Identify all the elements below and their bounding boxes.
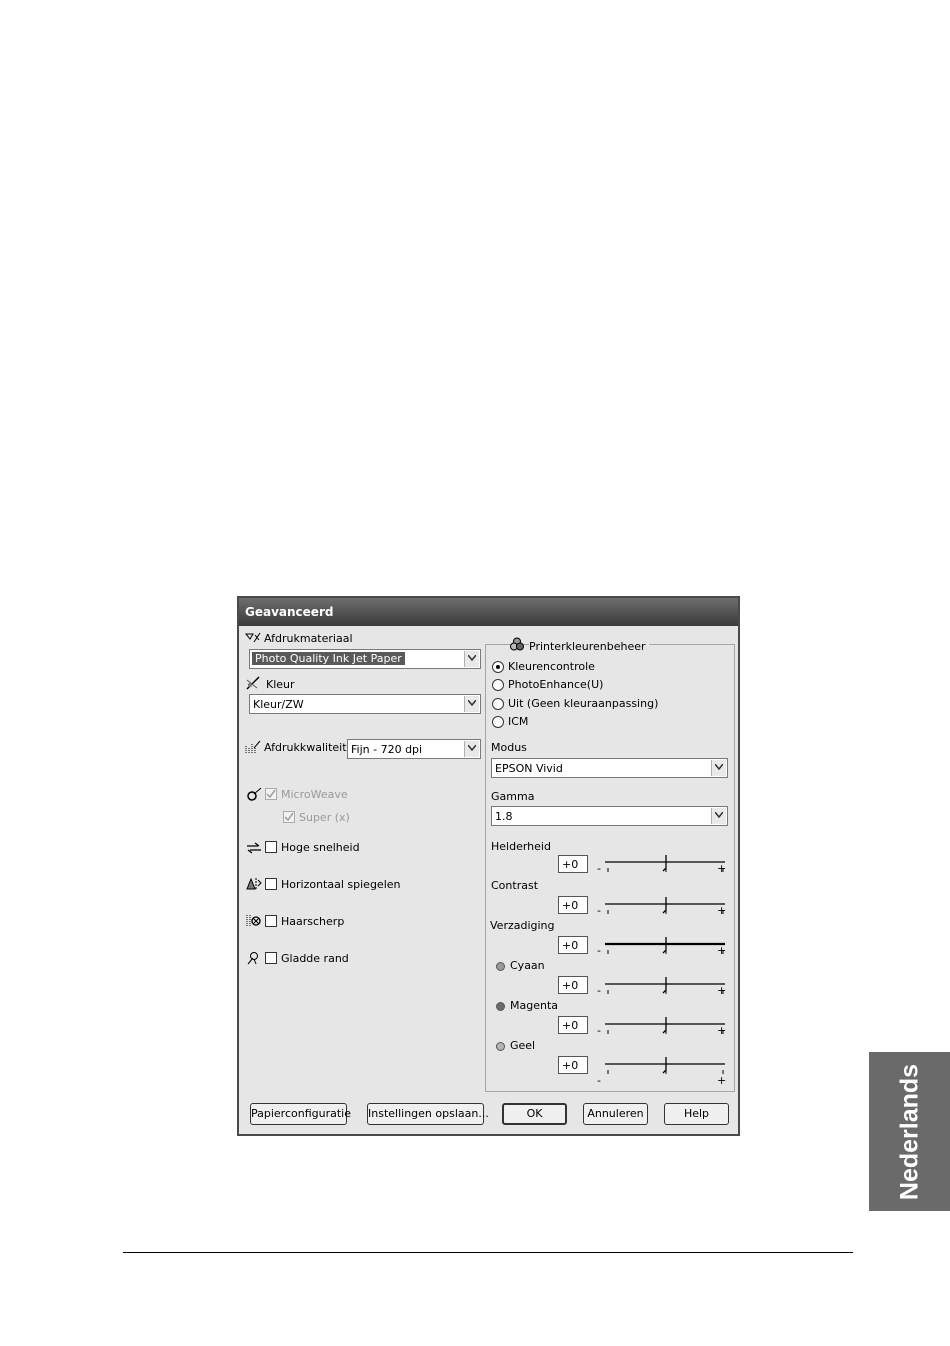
smooth-edge-icon bbox=[246, 951, 262, 965]
finest-detail-label: Haarscherp bbox=[281, 915, 345, 928]
cancel-button[interactable]: Annuleren bbox=[583, 1103, 648, 1125]
print-quality-label: Afdrukkwaliteit bbox=[264, 741, 347, 754]
microweave-label: MicroWeave bbox=[281, 788, 348, 801]
yellow-dot-icon bbox=[496, 1042, 505, 1051]
color-management-title: Printerkleurenbeheer bbox=[529, 640, 649, 653]
brightness-field[interactable]: +0 bbox=[558, 855, 588, 873]
saturation-label: Verzadiging bbox=[490, 919, 555, 932]
gamma-value: 1.8 bbox=[495, 810, 513, 823]
mode-select[interactable] bbox=[491, 758, 728, 778]
advanced-dialog bbox=[237, 596, 740, 1136]
flip-horizontal-label: Horizontaal spiegelen bbox=[281, 878, 401, 891]
color-icon bbox=[245, 676, 261, 690]
media-type-icon bbox=[245, 631, 261, 645]
microweave-icon bbox=[246, 788, 262, 802]
save-settings-button[interactable]: Instellingen opslaan... bbox=[367, 1103, 484, 1125]
yellow-minus: - bbox=[597, 1074, 601, 1087]
media-value: Photo Quality Ink Jet Paper bbox=[252, 652, 405, 665]
yellow-field[interactable]: +0 bbox=[558, 1056, 588, 1074]
smooth-edge-label: Gladde rand bbox=[281, 952, 349, 965]
flip-horizontal-checkbox[interactable] bbox=[265, 878, 277, 890]
cyan-field[interactable]: +0 bbox=[558, 976, 588, 994]
color-select[interactable] bbox=[249, 694, 481, 714]
magenta-dot-icon bbox=[496, 1002, 505, 1011]
brightness-label: Helderheid bbox=[491, 840, 551, 853]
saturation-plus: + bbox=[717, 944, 727, 957]
flip-horizontal-icon bbox=[246, 877, 262, 891]
cyan-label: Cyaan bbox=[510, 959, 545, 972]
super-label: Super (x) bbox=[299, 811, 350, 824]
contrast-label: Contrast bbox=[491, 879, 539, 892]
brightness-plus: + bbox=[717, 862, 727, 875]
radio-no-adjustment-label: Uit (Geen kleuraanpassing) bbox=[508, 697, 659, 710]
magenta-label: Magenta bbox=[510, 999, 559, 1012]
chevron-down-icon[interactable] bbox=[464, 696, 479, 712]
saturation-minus: - bbox=[597, 944, 601, 957]
magenta-plus: + bbox=[717, 1024, 727, 1037]
high-speed-icon bbox=[246, 841, 262, 855]
chevron-down-icon[interactable] bbox=[711, 760, 726, 776]
yellow-slider[interactable] bbox=[605, 1054, 727, 1084]
brightness-slider[interactable] bbox=[605, 852, 727, 882]
magenta-minus: - bbox=[597, 1024, 601, 1037]
ok-button[interactable]: OK bbox=[502, 1103, 567, 1125]
paper-config-button[interactable]: Papierconfiguratie bbox=[250, 1103, 347, 1125]
microweave-checkbox[interactable] bbox=[265, 788, 277, 800]
help-button[interactable]: Help bbox=[664, 1103, 729, 1125]
radio-icm[interactable] bbox=[492, 716, 504, 728]
finest-detail-icon bbox=[246, 914, 262, 928]
print-quality-select[interactable] bbox=[347, 739, 481, 759]
footer-rule bbox=[123, 1252, 853, 1253]
color-circles-icon bbox=[509, 637, 525, 651]
title-bar bbox=[239, 598, 738, 626]
saturation-field[interactable]: +0 bbox=[558, 936, 588, 954]
smooth-edge-checkbox[interactable] bbox=[265, 952, 277, 964]
chevron-down-icon[interactable] bbox=[711, 808, 726, 824]
language-tab-label: Nederlands bbox=[895, 1063, 923, 1200]
radio-no-adjustment[interactable] bbox=[492, 698, 504, 710]
cyan-slider[interactable] bbox=[605, 974, 727, 1004]
magenta-field[interactable]: +0 bbox=[558, 1016, 588, 1034]
color-value: Kleur/ZW bbox=[253, 698, 304, 711]
radio-icm-label: ICM bbox=[508, 715, 529, 728]
contrast-minus: - bbox=[597, 904, 601, 917]
high-speed-checkbox[interactable] bbox=[265, 841, 277, 853]
finest-detail-checkbox[interactable] bbox=[265, 915, 277, 927]
brightness-minus: - bbox=[597, 862, 601, 875]
cyan-minus: - bbox=[597, 984, 601, 997]
magenta-slider[interactable] bbox=[605, 1014, 727, 1044]
saturation-slider[interactable] bbox=[605, 934, 727, 964]
radio-photoenhance[interactable] bbox=[492, 679, 504, 691]
gamma-label: Gamma bbox=[491, 790, 535, 803]
print-quality-value: Fijn - 720 dpi bbox=[351, 743, 423, 756]
radio-photoenhance-label: PhotoEnhance(U) bbox=[508, 678, 604, 691]
yellow-plus: + bbox=[717, 1074, 727, 1087]
contrast-slider[interactable] bbox=[605, 894, 727, 924]
dialog-title: Geavanceerd bbox=[245, 605, 334, 619]
language-tab bbox=[869, 1052, 950, 1211]
mode-value: EPSON Vivid bbox=[495, 762, 563, 775]
yellow-label: Geel bbox=[510, 1039, 536, 1052]
radio-color-controls-label: Kleurencontrole bbox=[508, 660, 595, 673]
contrast-field[interactable]: +0 bbox=[558, 896, 588, 914]
cyan-dot-icon bbox=[496, 962, 505, 971]
gamma-select[interactable] bbox=[491, 806, 728, 826]
high-speed-label: Hoge snelheid bbox=[281, 841, 360, 854]
super-checkbox[interactable] bbox=[283, 811, 295, 823]
radio-color-controls[interactable] bbox=[492, 661, 504, 673]
color-label: Kleur bbox=[266, 678, 295, 691]
cyan-plus: + bbox=[717, 984, 727, 997]
mode-label: Modus bbox=[491, 741, 527, 754]
media-select[interactable] bbox=[249, 649, 481, 669]
contrast-plus: + bbox=[717, 904, 727, 917]
chevron-down-icon[interactable] bbox=[464, 651, 479, 667]
print-quality-icon bbox=[245, 740, 261, 754]
chevron-down-icon[interactable] bbox=[464, 741, 479, 757]
media-label: Afdrukmateriaal bbox=[264, 632, 353, 645]
